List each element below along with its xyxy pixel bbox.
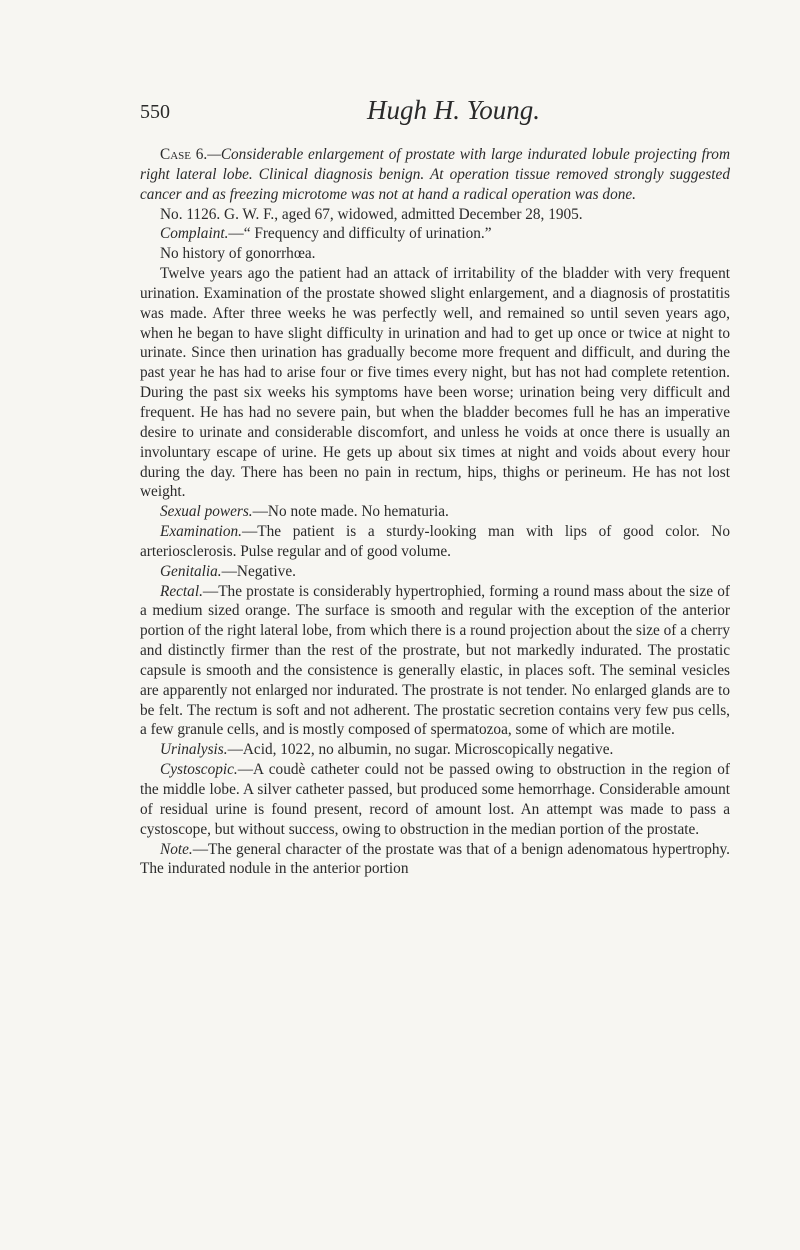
section-text: —Acid, 1022, no albumin, no sugar. Microscopically negative. xyxy=(227,741,614,759)
paragraph-genitalia xyxy=(140,562,730,582)
section-text: —A coudè catheter could not be passed owing to obstruction in the region of the middle lobe. A silver catheter passed, but produced some hemorrhage. Considerable amount of residual urine is found present, record of amount lost. An attempt was made to pass a cystoscope, but without success, owing to obstruction in the median portion of the prostate. xyxy=(140,761,730,838)
running-head: Hugh H. Young. xyxy=(367,95,541,125)
case-title: —Considerable enlargement of prostate with large indurated lobule projecting from right lateral lobe. Clinical diagnosis benign. At operation tissue removed strongly suggested cancer and as freezing microtome was not at hand a radical operation was done. xyxy=(140,146,731,203)
paragraph-complaint xyxy=(140,224,730,244)
paragraph-history xyxy=(140,244,730,264)
paragraph-cystoscopic xyxy=(140,760,730,839)
paragraph-rectal xyxy=(140,582,730,741)
page-body xyxy=(140,145,730,879)
section-label: Genitalia. xyxy=(160,562,222,580)
section-text: —The general character of the prostate was that of a benign adenomatous hypertrophy. The indurated nodule in the anterior portion xyxy=(140,840,730,878)
case-heading xyxy=(140,145,730,205)
section-label: Cystoscopic. xyxy=(160,761,238,779)
section-label: Sexual powers. xyxy=(160,503,253,521)
section-label: Urinalysis. xyxy=(160,741,228,759)
section-label: Complaint. xyxy=(160,225,229,243)
paragraph-examination xyxy=(140,522,730,562)
case-label: Case 6. xyxy=(160,146,208,163)
section-label: Note. xyxy=(160,840,193,858)
section-text: —The prostate is considerably hypertrophied, forming a round mass about the size of a medium sized orange. The surface is smooth and regular with the exception of the anterior portion of the right lateral lobe, from which there is a round projection about the size of a cherry and distinctly firmer than the rest of the prostrate, but not markedly indurated. The prostatic capsule is smooth and the consistence is generally elastic, in places soft. The seminal vesicles are apparently not enlarged nor indurated. The prostrate is not tender. No enlarged glands are to be felt. The rectum is soft and not adherent. The prostatic secretion contains very few pus cells, a few granule cells, and is mostly composed of spermatozoa, some of which are motile. xyxy=(140,582,730,739)
admission-line: No. 1126. G. W. F., aged 67, widowed, admitted December 28, 1905. xyxy=(160,205,583,223)
section-label: Rectal. xyxy=(160,582,203,600)
paragraph-urinalysis xyxy=(140,740,730,760)
paragraph-narrative xyxy=(140,264,730,502)
paragraph-sexual-powers xyxy=(140,502,730,522)
section-text: Twelve years ago the patient had an attack of irritability of the bladder with very frequent urination. Examination of the prostate showed slight enlargement, and a diagnosis of prostatitis was made. After three weeks he was perfectly well, and remained so until seven years ago, when he began to have slight difficulty in urination and had to get up once or twice at night to urinate. Since then urination has gradually become more frequent and difficult, and during the past year he has had to arise four or five times every night, but has not had complete retention. During the past six weeks his symptoms have been worse; urination being very difficult and frequent. He has had no severe pain, but when the bladder becomes full he has an imperative desire to urinate and considerable discomfort, and unless he voids at once there is usually an involuntary escape of urine. He gets up about six times at night and voids about every hour during the day. There has been no pain in rectum, hips, thighs or perineum. He has not lost weight. xyxy=(140,265,730,501)
paragraph-note xyxy=(140,840,730,880)
section-text: —“ Frequency and difficulty of urination.” xyxy=(228,225,492,243)
page-header xyxy=(140,95,760,131)
section-text: —The patient is a sturdy-looking man with lips of good color. No arteriosclerosis. Pulse regular and of good volume. xyxy=(140,523,730,560)
section-text: —Negative. xyxy=(221,562,296,580)
section-text: No history of gonorrhœa. xyxy=(160,245,316,263)
section-text: —No note made. No hematuria. xyxy=(252,503,449,521)
page-number: 550 xyxy=(140,101,170,123)
section-label: Examination. xyxy=(160,523,242,541)
